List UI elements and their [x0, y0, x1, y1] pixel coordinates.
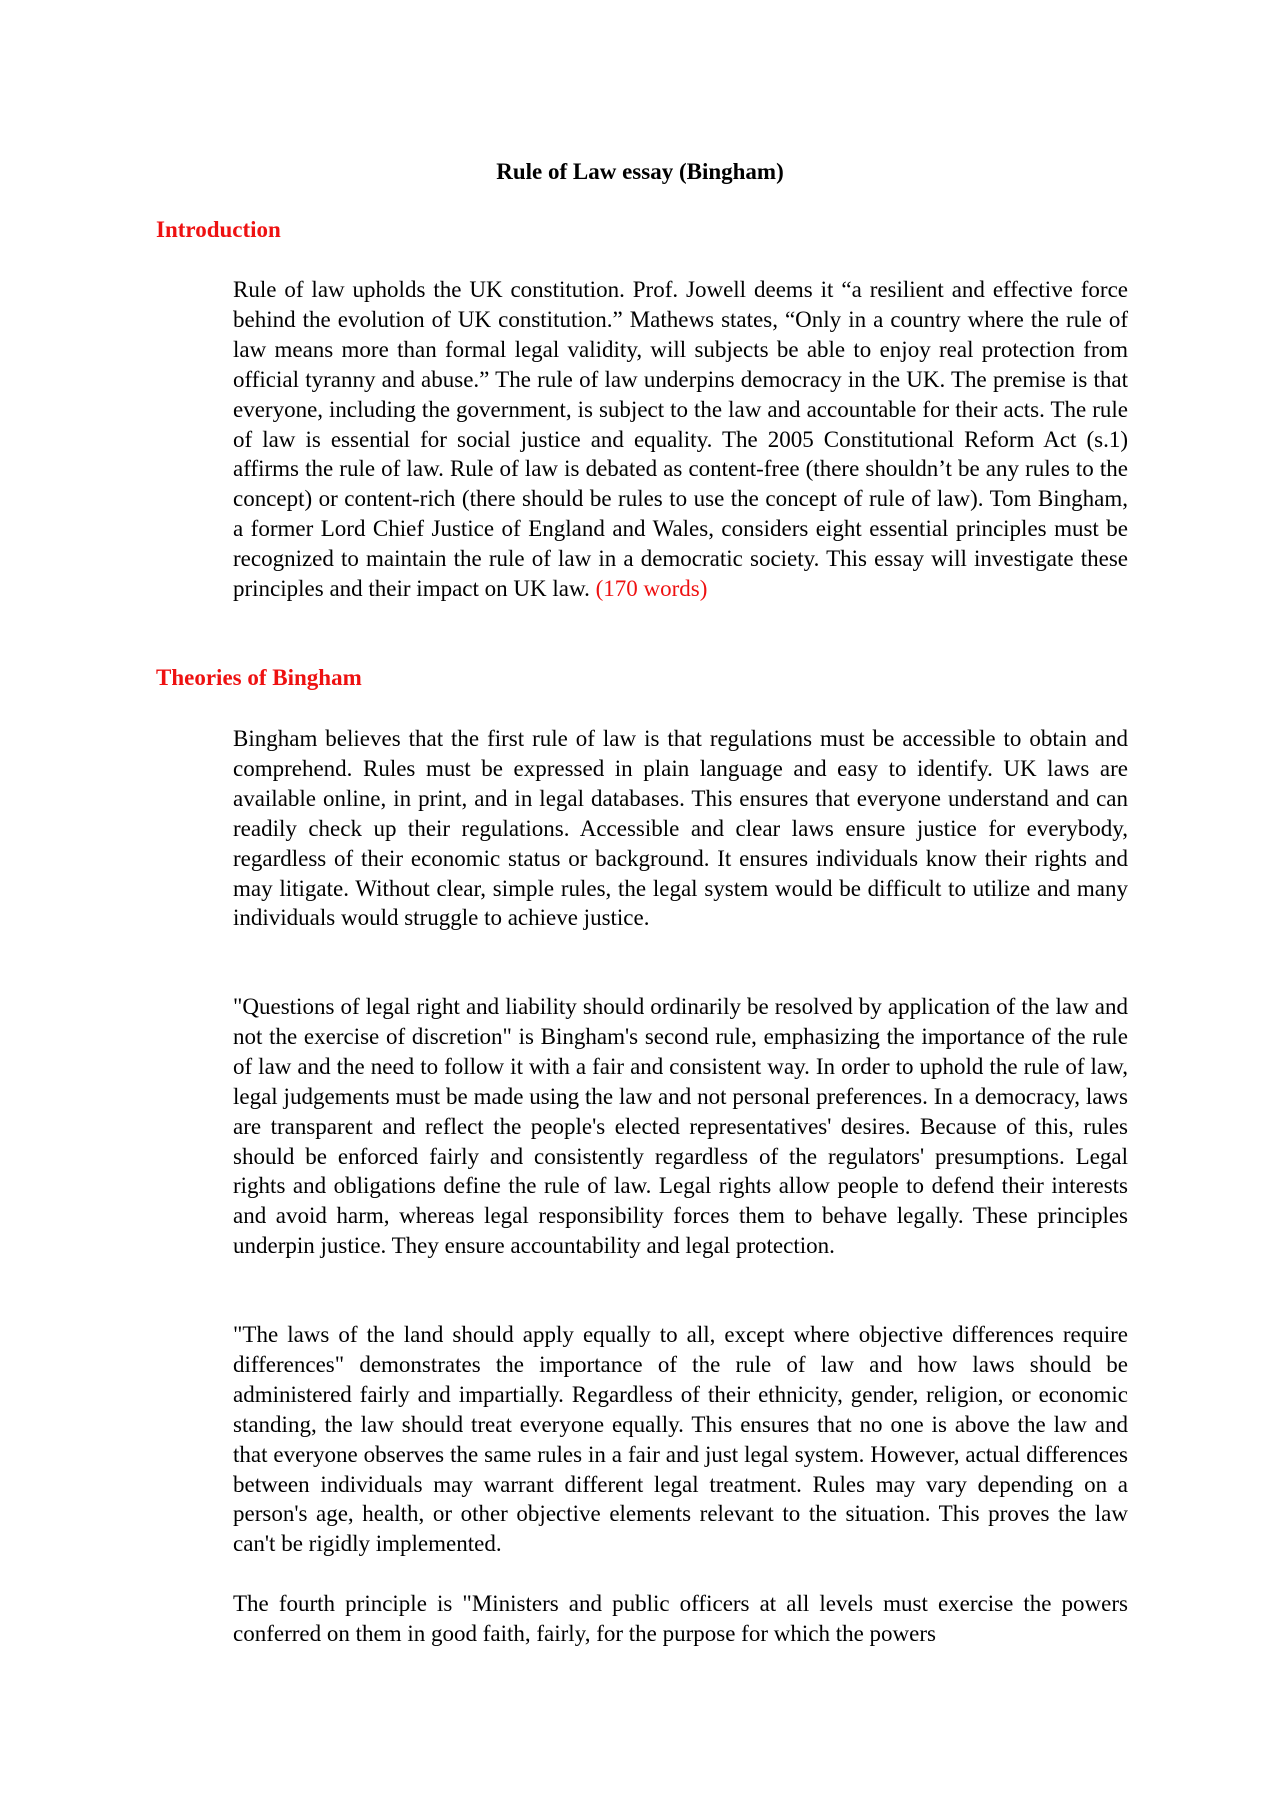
- section-heading-theories: Theories of Bingham: [156, 665, 362, 690]
- document-title: Rule of Law essay (Bingham): [496, 159, 784, 184]
- theories-paragraph-4: The fourth principle is "Ministers and public officers at all levels must exercise the powers conferred on them in good faith, fairly, for the purpose for which the powers: [233, 1591, 1128, 1646]
- theories-paragraph-2: "Questions of legal right and liability should ordinarily be resolved by application of the law and not the exercise of discretion" is Bingham's second rule, emphasizing the importance of the rule of law and the need to follow it with a fair and consistent way. In order to uphold the rule of law, legal judgements must be made using the law and not personal preferences. In a democracy, laws are transparent and reflect the people's elected representatives' desires. Because of this, rules should be enforced fairly and consistently regardless of the regulators' presumptions. Legal rights and obligations define the rule of law. Legal rights allow people to defend their interests and avoid harm, whereas legal responsibility forces them to behave legally. These principles underpin justice. They ensure accountability and legal protection.: [233, 994, 1128, 1259]
- section-heading-introduction: Introduction: [156, 217, 281, 242]
- word-count-note: (170 words): [595, 576, 708, 602]
- theories-paragraph-1: Bingham believes that the first rule of law is that regulations must be accessible to obtain and comprehend. Rules must be expressed in plain language and easy to identify. UK laws are available online, in print, and in legal databases. This ensures that everyone understand and can readily check up their regulations. Accessible and clear laws ensure justice for everybody, regardless of their economic status or background. It ensures individuals know their rights and may litigate. Without clear, simple rules, the legal system would be difficult to utilize and many individuals would struggle to achieve justice.: [233, 726, 1128, 931]
- theories-paragraph-3: "The laws of the land should apply equally to all, except where objective differences require differences" demonstrates the importance of the rule of law and how laws should be administered fairly and impartially. Regardless of their ethnicity, gender, religion, or economic standing, the law should treat everyone equally. This ensures that no one is above the law and that everyone observes the same rules in a fair and just legal system. However, actual differences between individuals may warrant different legal treatment. Rules may vary depending on a person's age, health, or other objective elements relevant to the situation. This proves the law can't be rigidly implemented.: [233, 1322, 1128, 1557]
- introduction-paragraph: [233, 275, 1128, 604]
- paragraph-text: Rule of law upholds the UK constitution. Prof. Jowell deems it “a resilient and effective force behind the evolution of UK constitution.” Mathews states, “Only in a country where the rule of law means more than formal legal validity, will subjects be able to enjoy real protection from official tyranny and abuse.” The rule of law underpins democracy in the UK. The premise is that everyone, including the government, is subject to the law and accountable for their acts. The rule of law is essential for social justice and equality. The 2005 Constitutional Reform Act (s.1) affirms the rule of law. Rule of law is debated as content-free (there shouldn’t be any rules to the concept) or content-rich (there should be rules to use the concept of rule of law). Tom Bingham, a former Lord Chief Justice of England and Wales, considers eight essential principles must be recognized to maintain the rule of law in a democratic society. This essay will investigate these principles and their impact on UK law.: [233, 277, 1128, 602]
